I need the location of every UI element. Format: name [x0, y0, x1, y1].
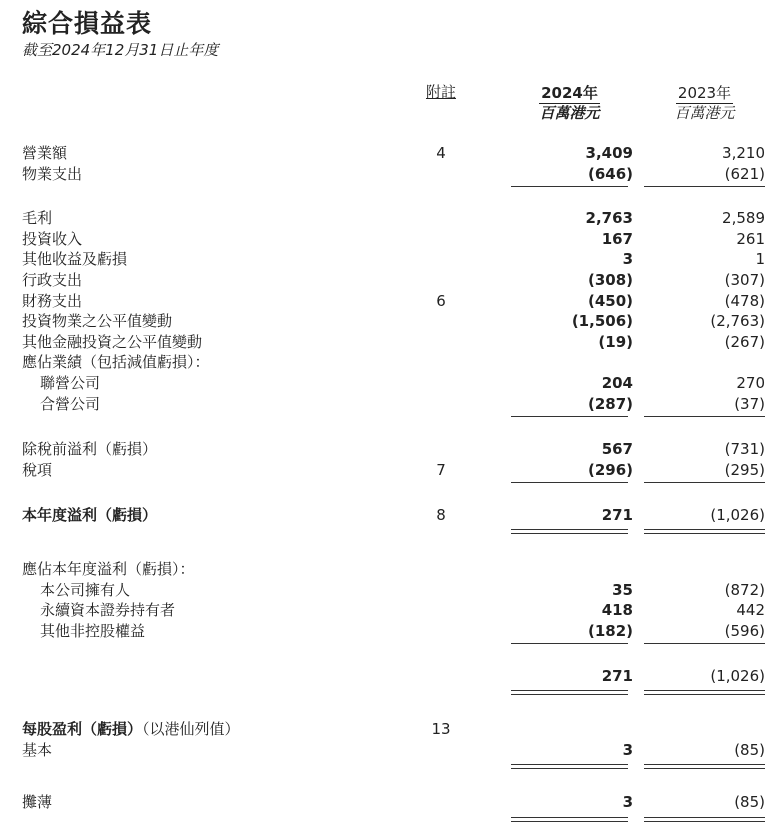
total-rule-2023	[644, 690, 765, 691]
row-label: 投資收入	[22, 230, 83, 248]
subtotal-rule-2023	[644, 482, 765, 483]
row-share-of-results-heading	[0, 352, 773, 373]
row-label: 應佔本年度溢利（虧損）：	[22, 560, 195, 578]
value-2024: (450)	[587, 292, 633, 310]
subtotal-rule-2024	[511, 643, 628, 644]
row-label: 毛利	[22, 209, 53, 227]
value-2023: 3,210	[722, 144, 765, 162]
row-label: 物業支出	[22, 165, 83, 183]
total-double-rule-2023	[644, 694, 765, 695]
row-note: 8	[436, 506, 446, 524]
year-2023-header	[644, 84, 765, 123]
subtotal-rule-2023	[644, 416, 765, 417]
row-label: 攤薄	[22, 793, 53, 811]
row-perpetual-securities-holders	[0, 600, 773, 621]
row-label: 本公司擁有人	[40, 581, 131, 599]
row-label: 合營公司	[40, 395, 101, 413]
row-note: 4	[436, 144, 446, 162]
value-2024: 271	[601, 506, 633, 524]
value-2023: (1,026)	[710, 506, 765, 524]
row-label: 投資物業之公平值變動	[22, 312, 173, 330]
value-2023: (731)	[724, 440, 765, 458]
subtotal-rule-2024	[511, 416, 628, 417]
row-label-group	[22, 719, 240, 740]
total-rule-2024	[511, 764, 628, 765]
value-2024: (182)	[587, 622, 633, 640]
subtotal-rule-2024	[511, 186, 628, 187]
value-2024: 204	[601, 374, 633, 392]
value-2023: (85)	[734, 793, 765, 811]
row-associates	[0, 373, 773, 394]
unit-2023-label: 百萬港元	[674, 104, 735, 122]
value-2024: 2,763	[585, 209, 633, 227]
period-subtitle: 截至2024年12月31日止年度	[22, 41, 219, 59]
row-fair-value-financial-investments	[0, 332, 773, 353]
row-label: 營業額	[22, 144, 68, 162]
value-2023: (2,763)	[710, 312, 765, 330]
row-investment-income	[0, 229, 773, 250]
value-2023: 442	[736, 601, 765, 619]
value-2023: 261	[736, 230, 765, 248]
note-column-header	[418, 83, 464, 102]
total-double-rule-2024	[511, 694, 628, 695]
value-2024: 567	[601, 440, 633, 458]
row-note: 6	[436, 292, 446, 310]
unit-2024-label: 百萬港元	[539, 104, 600, 122]
total-double-rule-2023	[644, 821, 765, 822]
value-2024: (646)	[587, 165, 633, 183]
row-label: 本年度溢利（虧損）	[22, 506, 158, 524]
row-label: 其他金融投資之公平值變動	[22, 333, 203, 351]
row-label: 財務支出	[22, 292, 83, 310]
note-header-label: 附註	[425, 83, 456, 101]
row-profit-before-tax	[0, 439, 773, 460]
row-label: 永續資本證券持有者	[40, 601, 176, 619]
row-profit-for-year	[0, 505, 773, 526]
value-2024: 271	[601, 667, 633, 685]
value-2024: (287)	[587, 395, 633, 413]
row-label: 行政支出	[22, 271, 83, 289]
year-2023-label: 2023年	[677, 84, 732, 102]
row-label: 其他非控股權益	[40, 622, 146, 640]
year-2024-header	[511, 84, 628, 123]
statement-title: 綜合損益表	[22, 9, 153, 38]
value-2024: 167	[601, 230, 633, 248]
row-other-gains-losses	[0, 249, 773, 270]
value-2023: 2,589	[722, 209, 765, 227]
value-2023: (267)	[724, 333, 765, 351]
row-attributable-total	[0, 666, 773, 687]
row-other-non-controlling	[0, 621, 773, 642]
subtotal-rule-2023	[644, 643, 765, 644]
value-2023: 270	[736, 374, 765, 392]
value-2023: (596)	[724, 622, 765, 640]
value-2023: (307)	[724, 271, 765, 289]
total-rule-2023	[644, 529, 765, 530]
subtotal-rule-2024	[511, 482, 628, 483]
row-finance-costs	[0, 291, 773, 312]
value-2023: 1	[755, 250, 765, 268]
value-2023: (621)	[724, 165, 765, 183]
value-2024: (308)	[587, 271, 633, 289]
subtotal-rule-2023	[644, 186, 765, 187]
row-attributable-heading	[0, 559, 773, 580]
value-2024: 3	[622, 793, 633, 811]
row-label-suffix: （以港仙列值）	[142, 720, 240, 738]
row-gross-profit	[0, 208, 773, 229]
row-fair-value-investment-property	[0, 311, 773, 332]
row-taxation	[0, 460, 773, 481]
row-label: 應佔業績（包括減值虧損）：	[22, 353, 210, 371]
row-label: 聯營公司	[40, 374, 101, 392]
row-property-expenses	[0, 164, 773, 185]
value-2024: (296)	[587, 461, 633, 479]
total-rule-2023	[644, 817, 765, 818]
value-2023: (872)	[724, 581, 765, 599]
year-2024-label: 2024年	[541, 84, 598, 102]
row-label: 除稅前溢利（虧損）	[22, 440, 158, 458]
value-2024: 35	[612, 581, 633, 599]
total-double-rule-2024	[511, 821, 628, 822]
value-2024: (1,506)	[571, 312, 633, 330]
row-label: 稅項	[22, 461, 53, 479]
value-2024: 418	[601, 601, 633, 619]
value-2023: (1,026)	[710, 667, 765, 685]
total-double-rule-2023	[644, 768, 765, 769]
row-eps-diluted	[0, 792, 773, 813]
row-admin-expenses	[0, 270, 773, 291]
value-2024: (19)	[598, 333, 633, 351]
value-2024: 3,409	[585, 144, 633, 162]
row-owners-of-company	[0, 580, 773, 601]
row-label: 基本	[22, 741, 53, 759]
total-double-rule-2024	[511, 533, 628, 534]
value-2023: (37)	[734, 395, 765, 413]
total-double-rule-2024	[511, 768, 628, 769]
row-note: 13	[431, 720, 451, 738]
total-double-rule-2023	[644, 533, 765, 534]
row-turnover	[0, 143, 773, 164]
value-2024: 3	[622, 250, 633, 268]
row-label: 每股盈利（虧損）	[22, 720, 143, 738]
value-2023: (85)	[734, 741, 765, 759]
value-2023: (295)	[724, 461, 765, 479]
total-rule-2024	[511, 690, 628, 691]
row-note: 7	[436, 461, 446, 479]
total-rule-2023	[644, 764, 765, 765]
row-eps-basic	[0, 740, 773, 761]
value-2023: (478)	[724, 292, 765, 310]
total-rule-2024	[511, 817, 628, 818]
row-joint-ventures	[0, 394, 773, 415]
total-rule-2024	[511, 529, 628, 530]
value-2024: 3	[622, 741, 633, 759]
row-label: 其他收益及虧損	[22, 250, 128, 268]
row-eps-heading	[0, 719, 773, 740]
